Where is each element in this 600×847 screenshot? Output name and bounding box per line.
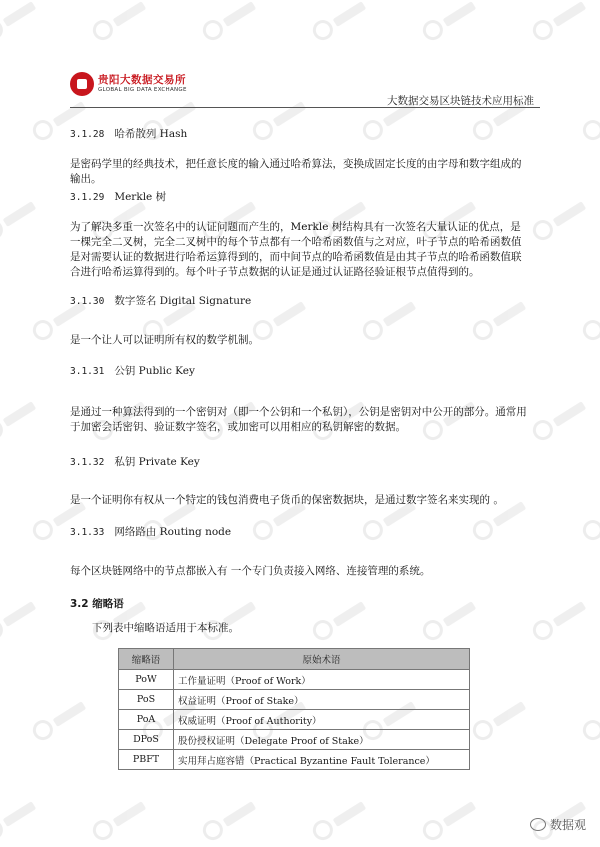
section-heading: [70, 189, 166, 204]
section-term: 网络路由 Routing node: [114, 526, 232, 538]
watermark-mark: [309, 0, 369, 44]
watermark-mark: [419, 796, 479, 844]
section-number: 3.1.33: [70, 527, 105, 538]
section-number: 3.1.32: [70, 457, 105, 468]
section-body: 是密码学里的经典技术，把任意长度的输入通过哈希算法，变换成固定长度的由字母和数字组成的输出。: [70, 158, 522, 185]
section-heading: [70, 126, 187, 141]
header-divider: [70, 107, 540, 108]
watermark-mark: [529, 0, 589, 44]
watermark-mark: [29, 696, 89, 744]
abbr-cell: PBFT: [119, 750, 174, 770]
section-body: 为了解决多重一次签名中的认证问题而产生的，Merkle 树结构具有一次签名大量认证的优点，是一棵完全二叉树，完全二叉树中的每个节点都有一个哈希函数值与之对应，叶子节点的哈希函数值是对需要认证的数据进行哈希运算得到的，而中间节点的哈希函数值是由其子节点的哈希函数值联合进行哈希运算得到的。每个叶子节点数据的认证是通过认证路径验证根节点值得到的。: [70, 221, 522, 278]
watermark-mark: [199, 0, 259, 44]
subsection-heading: 3.2 缩略语: [70, 598, 124, 610]
section-number: 3.1.29: [70, 192, 105, 203]
full-term-cell: 权威证明（Proof of Authority）: [174, 710, 470, 730]
section-term: 公钥 Public Key: [114, 365, 195, 377]
section-body: 是一个证明你有权从一个特定的钱包消费电子货币的保密数据块，是通过数字签名来实现的 。: [70, 494, 504, 506]
exchange-logo-icon: [70, 72, 94, 96]
watermark-mark: [199, 596, 259, 644]
watermark-mark: [579, 496, 600, 544]
section-body: 是通过一种算法得到的一个密钥对（即一个公钥和一个私钥），公钥是密钥对中公开的部分。通常用于加密会话密钥、验证数字签名，或加密可以用相应的私钥解密的数据。: [70, 406, 527, 433]
section-number: 3.1.28: [70, 129, 105, 140]
logo-name-en: GLOBAL BIG DATA EXCHANGE: [98, 87, 187, 93]
watermark-mark: [0, 396, 39, 444]
abbr-cell: DPoS: [119, 730, 174, 750]
table-row: [119, 710, 470, 730]
section-heading: [70, 454, 200, 469]
document-title: 大数据交易区块链技术应用标准: [387, 95, 534, 107]
watermark-mark: [89, 0, 149, 44]
table-row: [119, 690, 470, 710]
logo-name-cn: 贵阳大数据交易所: [98, 74, 186, 86]
section-heading: [70, 363, 195, 378]
watermark-mark: [0, 0, 39, 44]
section-term: Merkle 树: [114, 191, 167, 203]
abbr-cell: PoW: [119, 670, 174, 690]
section-number: 3.1.30: [70, 296, 105, 307]
table-header-row: [119, 649, 470, 670]
page-header: [60, 66, 540, 106]
abbr-cell: PoS: [119, 690, 174, 710]
watermark-mark: [309, 596, 369, 644]
table-row: [119, 750, 470, 770]
watermark-mark: [89, 796, 149, 844]
abbr-cell: PoA: [119, 710, 174, 730]
full-term-cell: 工作量证明（Proof of Work）: [174, 670, 470, 690]
section-term: 私钥 Private Key: [114, 456, 200, 468]
wechat-account-name: 数据观: [549, 818, 586, 832]
table-row: [119, 730, 470, 750]
watermark-mark: [0, 196, 39, 244]
watermark-mark: [199, 796, 259, 844]
watermark-mark: [419, 596, 479, 644]
abbreviation-table: [118, 648, 470, 770]
watermark-mark: [529, 596, 589, 644]
wechat-icon: [530, 818, 546, 831]
watermark-mark: [309, 796, 369, 844]
full-term-cell: 股份授权证明（Delegate Proof of Stake）: [174, 730, 470, 750]
column-header-abbr: 缩略语: [119, 649, 174, 670]
watermark-mark: [0, 596, 39, 644]
column-header-full: 原始术语: [174, 649, 470, 670]
section-number: 3.1.31: [70, 366, 105, 377]
watermark-mark: [529, 396, 589, 444]
logo: [70, 72, 187, 96]
section-heading: [70, 524, 231, 539]
section-term: 哈希散列 Hash: [114, 128, 188, 140]
watermark-mark: [0, 796, 39, 844]
watermark-mark: [579, 296, 600, 344]
wechat-source-badge: [530, 816, 586, 833]
table-intro: 下列表中缩略语适用于本标准。: [92, 622, 239, 634]
section-body: 是一个让人可以证明所有权的数学机制。: [70, 334, 259, 346]
watermark-mark: [469, 696, 529, 744]
section-term: 数字签名 Digital Signature: [114, 295, 252, 307]
watermark-mark: [579, 96, 600, 144]
watermark-mark: [529, 196, 589, 244]
table-row: [119, 670, 470, 690]
watermark-mark: [419, 0, 479, 44]
section-body: 每个区块链网络中的节点都嵌入有 一个专门负责接入网络、连接管理的系统。: [70, 565, 431, 577]
full-term-cell: 权益证明（Proof of Stake）: [174, 690, 470, 710]
section-heading: [70, 293, 251, 308]
full-term-cell: 实用拜占庭容错（Practical Byzantine Fault Tolerance）: [174, 750, 470, 770]
watermark-mark: [579, 696, 600, 744]
